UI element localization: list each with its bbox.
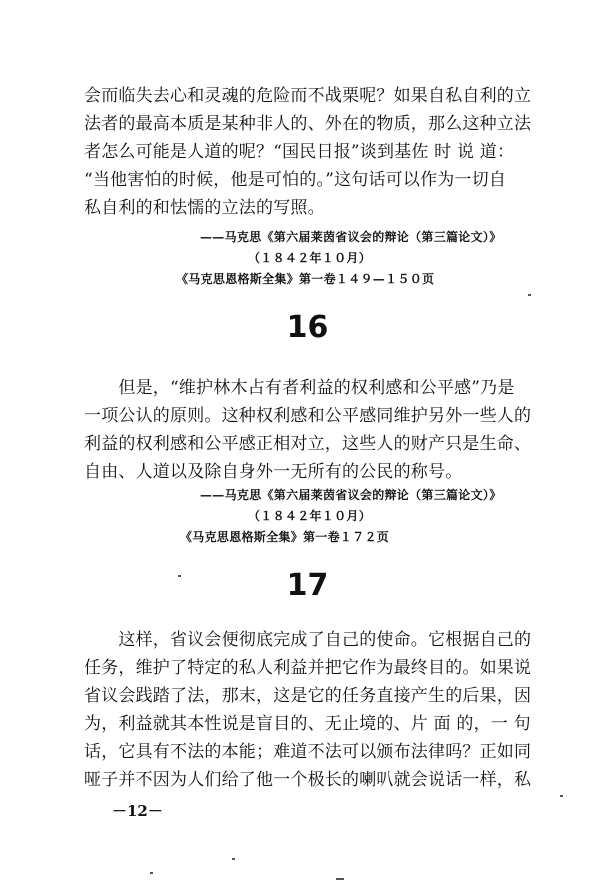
scan-speck [150, 872, 153, 874]
text-line: 一项公认的原则。这种权利感和公平感同维护另外一些人的 [84, 406, 532, 426]
scan-speck [178, 575, 181, 577]
citation-collected-works: 《马克思恩格斯全集》第一卷１４９—１５０页 [176, 272, 435, 286]
citation-date: （１８４２年１０月） [248, 509, 372, 523]
text-line: 会而临失去心和灵魂的危险而不战栗呢？如果自私自利的立 [84, 86, 532, 106]
page-number: －12－ [112, 802, 163, 820]
text-line: 利益的权利感和公平感正相对立，这些人的财产只是生命、 [84, 434, 532, 454]
scan-speck [560, 795, 563, 797]
section-number-16: 16 [286, 310, 329, 345]
text-line: 自由、人道以及除自身外一无所有的公民的称号。 [84, 462, 463, 482]
scan-speck [336, 878, 344, 880]
text-line: 但是，“维护林木占有者利益的权利感和公平感”乃是 [84, 378, 515, 398]
text-line: 哑子并不因为人们给了他一个极长的喇叭就会说话一样，私 [84, 770, 532, 790]
paragraph-continued [84, 82, 540, 222]
text-line: 为，利益就其本性说是盲目的、无止境的、片 面 的，一 句 [84, 714, 531, 734]
text-line: 这样，省议会便彻底完成了自己的使命。它根据自己的 [84, 630, 532, 650]
section-number-17: 17 [286, 568, 329, 603]
scan-speck [232, 858, 235, 860]
citation-collected-works: 《马克思恩格斯全集》第一卷１７２页 [180, 530, 390, 544]
citation-author-work: ——马克思《第六届莱茵省议会的辩论（第三篇论文）》 [200, 488, 502, 502]
text-line: 任务，维护了特定的私人利益并把它作为最终目的。如果说 [84, 658, 532, 678]
citation-date: （１８４２年１０月） [248, 251, 372, 265]
text-line: 者怎么可能是人道的呢？“国民日报”谈到基佐 时 说 道： [84, 142, 515, 162]
text-line: 私自利的和怯懦的立法的写照。 [84, 198, 325, 218]
scan-speck [528, 294, 531, 296]
citation-author-work: ——马克思《第六届莱茵省议会的辩论（第三篇论文）》 [200, 230, 502, 244]
text-line: 省议会践踏了法，那末，这是它的任务直接产生的后果，因 [84, 686, 532, 706]
text-line: “当他害怕的时候，他是可怕的。”这句话可以作为一切自 [84, 170, 507, 190]
text-line: 法者的最高本质是某种非人的、外在的物质，那么这种立法 [84, 114, 532, 134]
text-line: 话，它具有不法的本能；难道不法可以颁布法律吗？正如同 [84, 742, 532, 762]
paragraph-section-16 [84, 374, 540, 486]
paragraph-section-17 [84, 626, 540, 794]
